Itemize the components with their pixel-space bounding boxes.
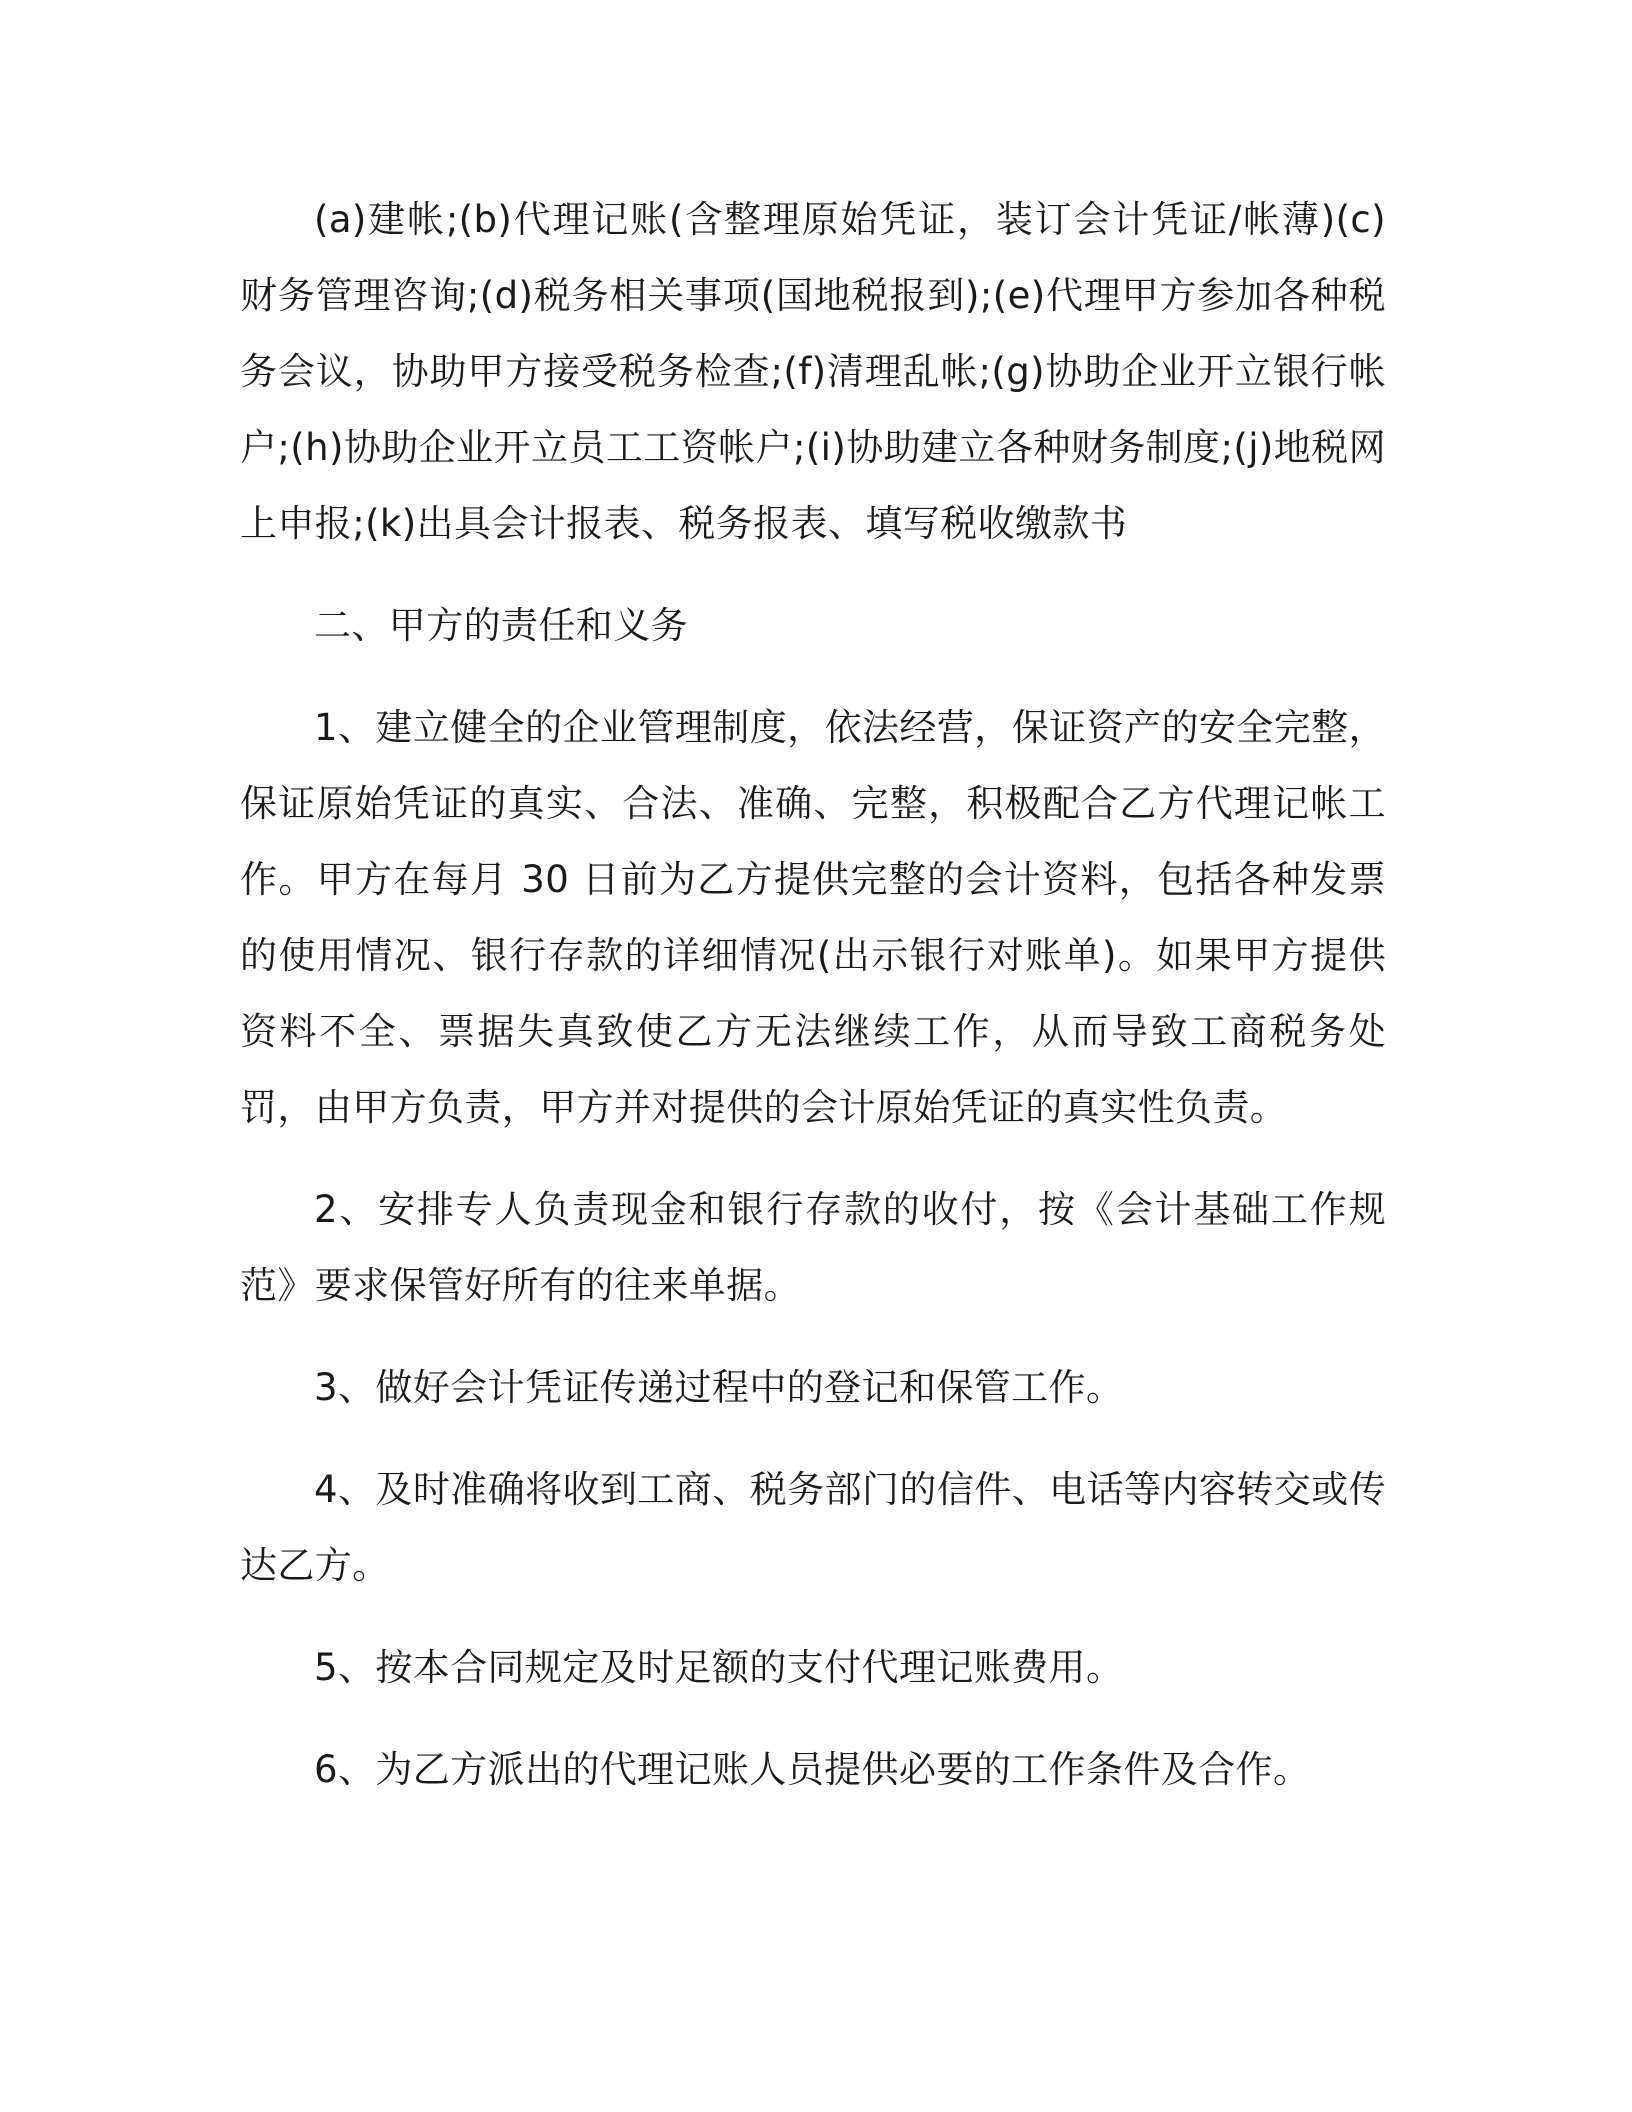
service-items-paragraph: (a)建帐;(b)代理记账(含整理原始凭证，装订会计凭证/帐薄)(c)财务管理咨询;(d)税务相关事项(国地税报到);(e)代理甲方参加各种税务会议，协助甲方接受税务检查;(f)清理乱帐;(g)协助企业开立银行帐户;(h)协助企业开立员工工资帐户;(i)协助建立各种财务制度;(j)地税网上申报;(k)出具会计报表、税务报表、填写税收缴款书 (240, 198, 1386, 545)
document-body (240, 182, 1386, 1834)
clause-3: 3、做好会计凭证传递过程中的登记和保管工作。 (314, 1366, 1124, 1409)
clause-1: 1、建立健全的企业管理制度，依法经营，保证资产的安全完整，保证原始凭证的真实、合法、准确、完整，积极配合乙方代理记帐工作。甲方在每月 30 日前为乙方提供完整的会计资料，包括各种发票的使用情况、银行存款的详细情况(出示银行对账单)。如果甲方提供资料不全、票据失真致使乙方无法继续工作，从而导致工商税务处罚，由甲方负责，甲方并对提供的会计原始凭证的真实性负责。 (240, 706, 1386, 1129)
section-title: 二、甲方的责任和义务 (314, 604, 688, 647)
clause-6: 6、为乙方派出的代理记账人员提供必要的工作条件及合作。 (314, 1748, 1311, 1791)
clause-2: 2、安排专人负责现金和银行存款的收付，按《会计基础工作规范》要求保管好所有的往来单据。 (240, 1188, 1386, 1307)
clause-4: 4、及时准确将收到工商、税务部门的信件、电话等内容转交或传达乙方。 (240, 1468, 1386, 1587)
clause-5: 5、按本合同规定及时足额的支付代理记账费用。 (314, 1646, 1124, 1689)
